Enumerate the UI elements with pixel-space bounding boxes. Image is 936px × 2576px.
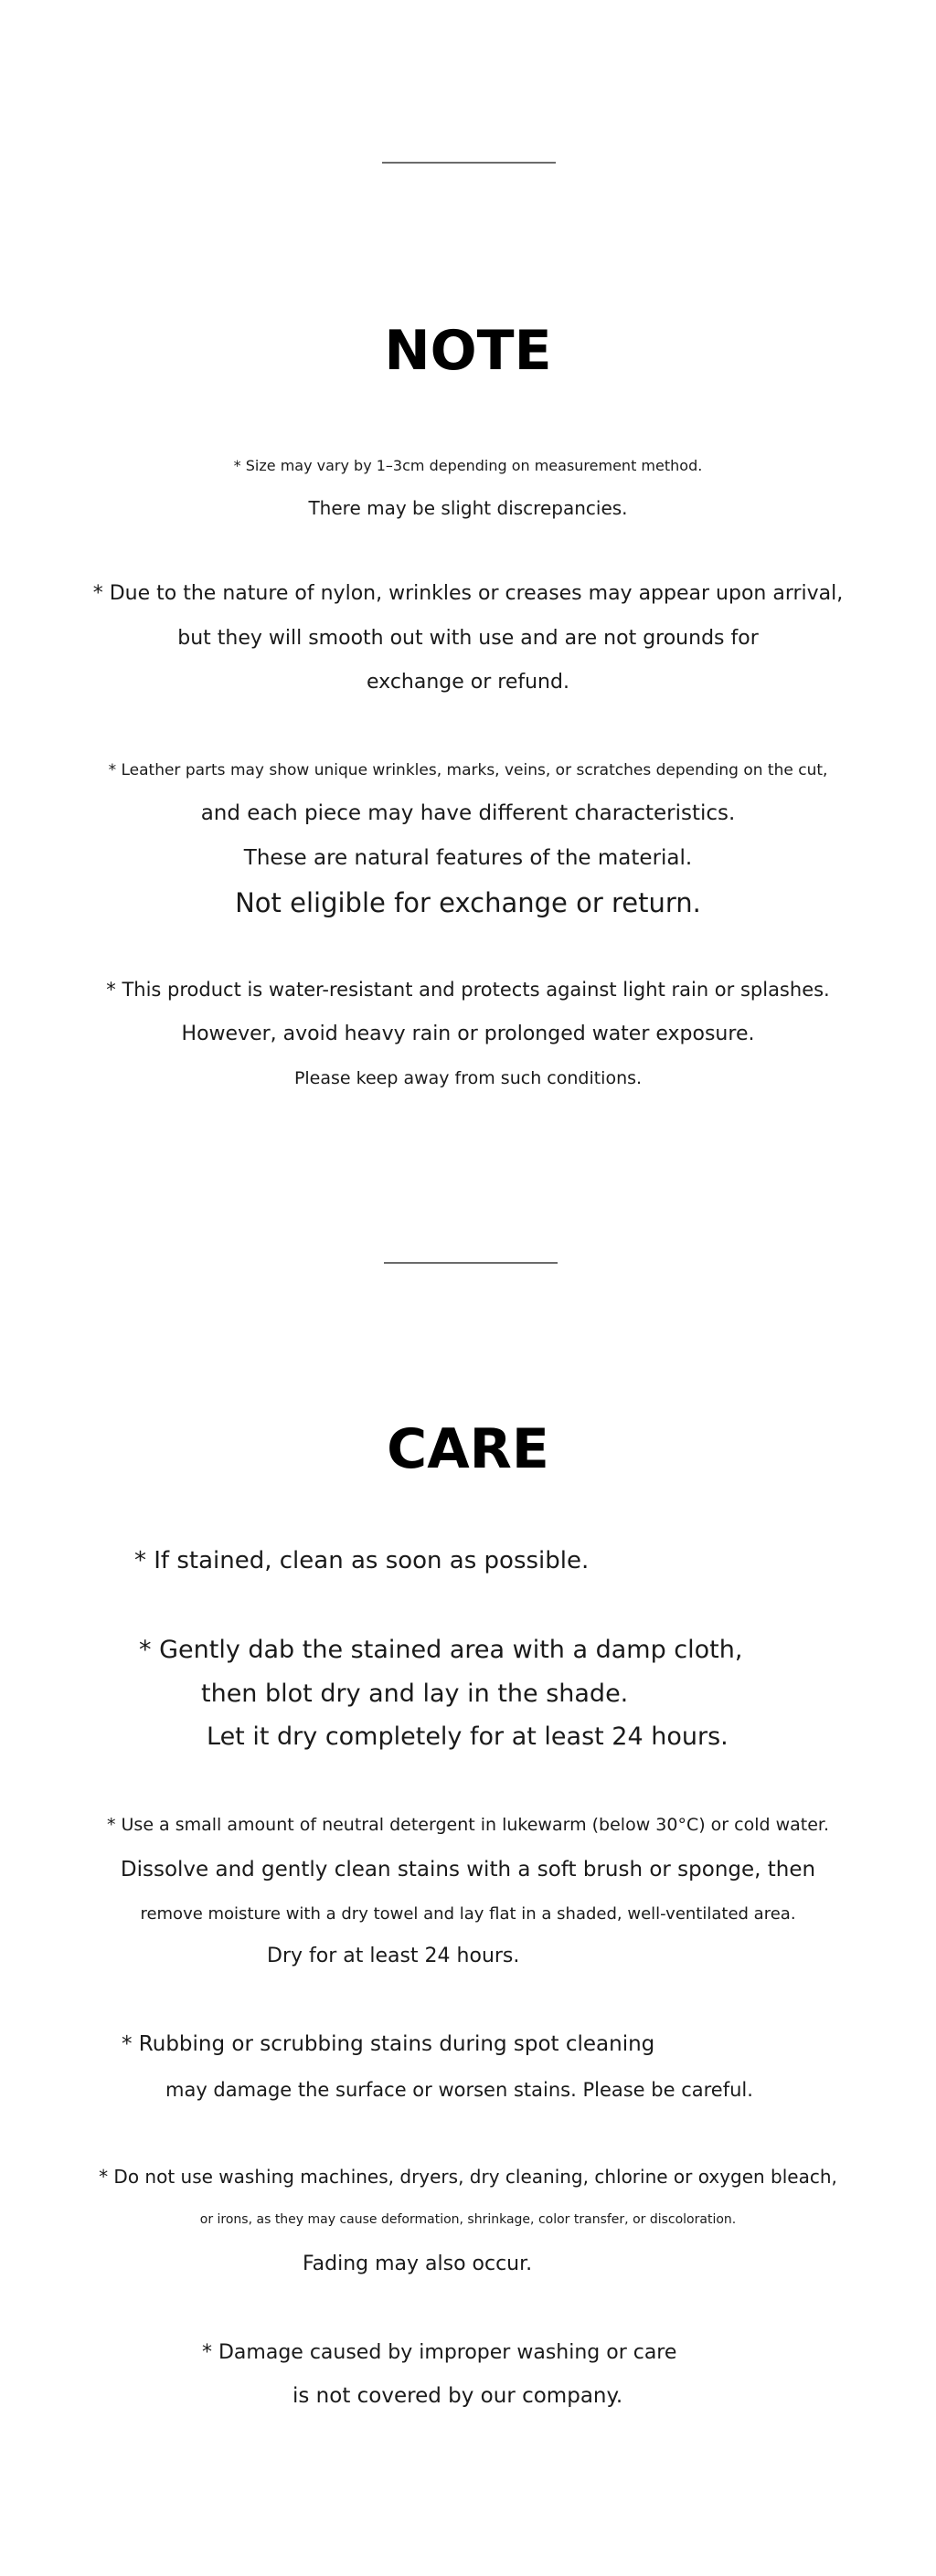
care-divider: [384, 1262, 558, 1264]
care-detergent-line-1: * Use a small amount of neutral detergent in lukewarm (below 30°C) or cold water.: [106, 1815, 830, 1835]
care-rubbing-line-2: may damage the surface or worsen stains. Please be careful.: [165, 2079, 753, 2101]
note-water-line-2: However, avoid heavy rain or prolonged water exposure.: [181, 1023, 755, 1045]
note-leather-line-4: Not eligible for exchange or return.: [235, 887, 701, 918]
care-washing-line-2: or irons, as they may cause deformation, shrinkage, color transfer, or discoloration.: [199, 2212, 737, 2227]
note-divider: [382, 162, 556, 164]
care-stain-line: * If stained, clean as soon as possible.: [134, 1547, 590, 1574]
care-dab-line-1: * Gently dab the stained area with a damp cloth,: [139, 1636, 743, 1664]
note-leather-line-3: These are natural features of the material.: [243, 846, 693, 870]
note-size-line-2: There may be slight discrepancies.: [308, 497, 628, 519]
note-heading: NOTE: [384, 319, 552, 383]
note-size-line-1: * Size may vary by 1–3cm depending on measurement method.: [233, 457, 703, 474]
care-damage-line-2: is not covered by our company.: [292, 2384, 623, 2408]
care-washing-line-3: Fading may also occur.: [303, 2253, 533, 2275]
note-leather-line-1: * Leather parts may show unique wrinkles, marks, veins, or scratches depending on the cut,: [108, 761, 828, 779]
care-heading: CARE: [387, 1417, 549, 1481]
note-water-line-3: Please keep away from such conditions.: [293, 1068, 643, 1088]
care-detergent-line-2: Dissolve and gently clean stains with a soft brush or sponge, then: [120, 1858, 816, 1882]
care-dab-line-2: then blot dry and lay in the shade.: [201, 1680, 629, 1708]
care-washing-line-1: * Do not use washing machines, dryers, dry cleaning, chlorine or oxygen bleach,: [99, 2166, 837, 2188]
note-nylon-line-3: exchange or refund.: [367, 671, 569, 694]
care-detergent-line-4: Dry for at least 24 hours.: [267, 1945, 520, 1967]
note-nylon-line-1: * Due to the nature of nylon, wrinkles or creases may appear upon arrival,: [92, 582, 844, 605]
care-damage-line-1: * Damage caused by improper washing or care: [202, 2341, 677, 2364]
care-detergent-line-3: remove moisture with a dry towel and lay flat in a shaded, well-ventilated area.: [140, 1904, 796, 1924]
note-water-line-1: * This product is water-resistant and protects against light rain or splashes.: [106, 979, 830, 1001]
care-rubbing-line-1: * Rubbing or scrubbing stains during spot cleaning: [122, 2032, 655, 2056]
note-nylon-line-2: but they will smooth out with use and are not grounds for: [177, 627, 759, 650]
care-dab-line-3: Let it dry completely for at least 24 hours.: [207, 1723, 729, 1751]
note-leather-line-2: and each piece may have different characteristics.: [200, 801, 736, 825]
